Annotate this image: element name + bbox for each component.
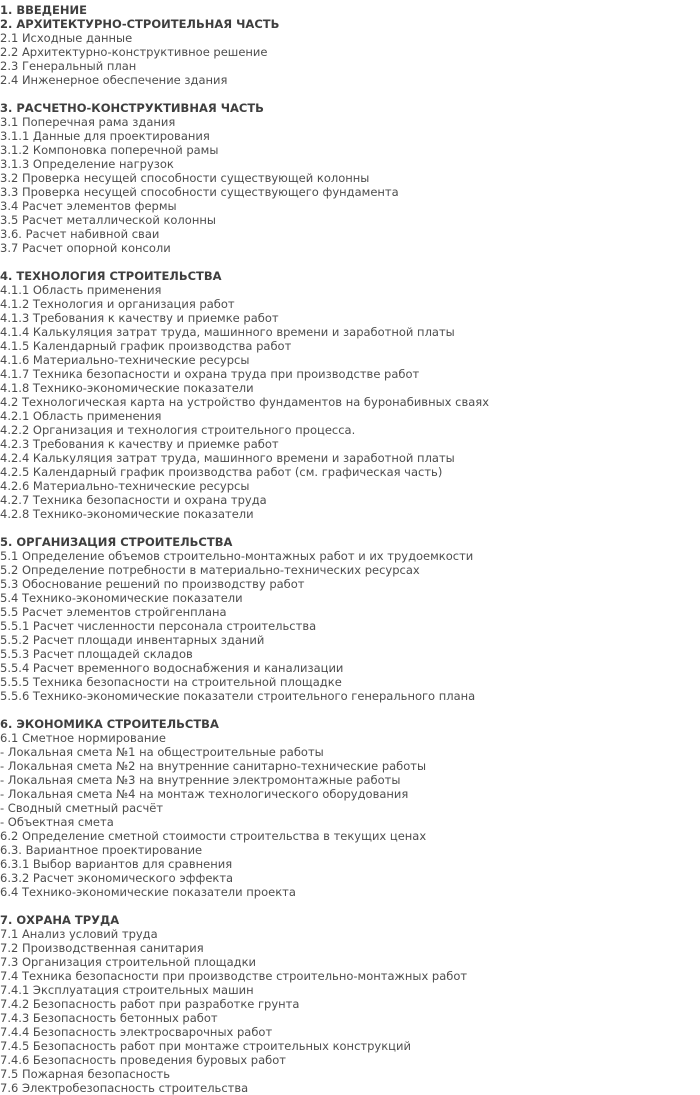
section-spacer [0, 899, 700, 913]
toc-item: 3.3 Проверка несущей способности существующего фундамента [0, 185, 399, 199]
toc-item: 7.4.3 Безопасность бетонных работ [0, 1011, 218, 1025]
toc-item: 3.2 Проверка несущей способности существующей колонны [0, 171, 370, 185]
toc-item: 5.5 Расчет элементов стройгенплана [0, 605, 227, 619]
section-heading: 7. ОХРАНА ТРУДА [0, 913, 120, 927]
toc-item: 4.1.8 Технико-экономические показатели [0, 381, 254, 395]
toc-item: 4.2.3 Требования к качеству и приемке работ [0, 437, 279, 451]
toc-item: 5.5.4 Расчет временного водоснабжения и канализации [0, 661, 344, 675]
toc-item: - Локальная смета №1 на общестроительные работы [0, 745, 324, 759]
toc-item: 4.2.8 Технико-экономические показатели [0, 507, 254, 521]
toc-item: 2.1 Исходные данные [0, 31, 133, 45]
toc-item: 6.3.1 Выбор вариантов для сравнения [0, 857, 233, 871]
toc-item: 5.5.2 Расчет площади инвентарных зданий [0, 633, 265, 647]
toc-item: 5.5.3 Расчет площадей складов [0, 647, 193, 661]
section-spacer [0, 703, 700, 717]
section-heading: 5. ОРГАНИЗАЦИЯ СТРОИТЕЛЬСТВА [0, 535, 233, 549]
toc-item: 3.1 Поперечная рама здания [0, 115, 176, 129]
toc-item: 4.2.6 Материально-технические ресурсы [0, 479, 250, 493]
toc-item: 7.6 Электробезопасность строительства [0, 1081, 249, 1095]
toc-item: 2.3 Генеральный план [0, 59, 137, 73]
toc-item: 2.2 Архитектурно-конструктивное решение [0, 45, 268, 59]
toc-item: 4.1.2 Технология и организация работ [0, 297, 235, 311]
toc-item: 3.1.2 Компоновка поперечной рамы [0, 143, 219, 157]
toc-item: 6.1 Сметное нормирование [0, 731, 166, 745]
toc-item: 6.4 Технико-экономические показатели проекта [0, 885, 296, 899]
toc-item: 4.1.7 Техника безопасности и охрана труда при производстве работ [0, 367, 420, 381]
toc-item: 7.4.5 Безопасность работ при монтаже строительных конструкций [0, 1039, 411, 1053]
toc-item: 3.6. Расчет набивной сваи [0, 227, 160, 241]
section-heading: 4. ТЕХНОЛОГИЯ СТРОИТЕЛЬСТВА [0, 269, 222, 283]
toc-item: - Локальная смета №3 на внутренние электромонтажные работы [0, 773, 401, 787]
toc-item: 5.5.6 Технико-экономические показатели строительного генерального плана [0, 689, 476, 703]
toc-item: 4.2.7 Техника безопасности и охрана труда [0, 493, 267, 507]
toc-item: 3.7 Расчет опорной консоли [0, 241, 171, 255]
section-spacer [0, 255, 700, 269]
toc-item: 6.3. Вариантное проектирование [0, 843, 203, 857]
toc-item: 6.3.2 Расчет экономического эффекта [0, 871, 234, 885]
toc-item: 7.2 Производственная санитария [0, 941, 204, 955]
toc-item: - Локальная смета №2 на внутренние санитарно-технические работы [0, 759, 427, 773]
toc-item: 3.1.3 Определение нагрузок [0, 157, 174, 171]
toc-item: 4.1.6 Материально-технические ресурсы [0, 353, 250, 367]
toc-item: 5.5.5 Техника безопасности на строительной площадке [0, 675, 342, 689]
toc-item: 4.1.1 Область применения [0, 283, 162, 297]
toc-item: 2.4 Инженерное обеспечение здания [0, 73, 228, 87]
toc-item: 3.5 Расчет металлической колонны [0, 213, 216, 227]
section-heading: 6. ЭКОНОМИКА СТРОИТЕЛЬСТВА [0, 717, 219, 731]
toc-item: 4.2.5 Календарный график производства работ (см. графическая часть) [0, 465, 443, 479]
section-spacer [0, 521, 700, 535]
toc-item: 4.2.2 Организация и технология строительного процесса. [0, 423, 356, 437]
toc-item: 3.4 Расчет элементов фермы [0, 199, 177, 213]
toc-item: 5.3 Обоснование решений по производству работ [0, 577, 305, 591]
toc-item: 7.4.4 Безопасность электросварочных работ [0, 1025, 273, 1039]
toc-item: 4.2 Технологическая карта на устройство фундаментов на буронабивных сваях [0, 395, 489, 409]
section-heading: 3. РАСЧЕТНО-КОНСТРУКТИВНАЯ ЧАСТЬ [0, 101, 264, 115]
toc-item: - Объектная смета [0, 815, 114, 829]
toc-item: 5.5.1 Расчет численности персонала строительства [0, 619, 317, 633]
section-heading: 2. АРХИТЕКТУРНО-СТРОИТЕЛЬНАЯ ЧАСТЬ [0, 17, 280, 31]
toc-item: 5.1 Определение объемов строительно-монтажных работ и их трудоемкости [0, 549, 474, 563]
toc-item: 7.4.6 Безопасность проведения буровых работ [0, 1053, 286, 1067]
toc-item: 4.2.4 Калькуляция затрат труда, машинного времени и заработной платы [0, 451, 455, 465]
toc-item: 7.4.2 Безопасность работ при разработке грунта [0, 997, 300, 1011]
toc-item: 6.2 Определение сметной стоимости строительства в текущих ценах [0, 829, 427, 843]
toc-item: - Сводный сметный расчёт [0, 801, 164, 815]
toc-item: 7.4.1 Эксплуатация строительных машин [0, 983, 254, 997]
section-heading: 1. ВВЕДЕНИЕ [0, 3, 87, 17]
toc-item: - Локальная смета №4 на монтаж технологического оборудования [0, 787, 409, 801]
toc-item: 3.1.1 Данные для проектирования [0, 129, 210, 143]
toc-item: 7.5 Пожарная безопасность [0, 1067, 171, 1081]
toc-item: 4.1.3 Требования к качеству и приемке работ [0, 311, 279, 325]
toc-item: 7.1 Анализ условий труда [0, 927, 158, 941]
toc-item: 5.2 Определение потребности в материально-технических ресурсах [0, 563, 420, 577]
toc-item: 4.1.5 Календарный график производства работ [0, 339, 292, 353]
toc-item: 4.1.4 Калькуляция затрат труда, машинного времени и заработной платы [0, 325, 455, 339]
toc-item: 5.4 Технико-экономические показатели [0, 591, 243, 605]
toc-item: 4.2.1 Область применения [0, 409, 162, 423]
toc-item: 7.3 Организация строительной площадки [0, 955, 256, 969]
toc-item: 7.4 Техника безопасности при производстве строительно-монтажных работ [0, 969, 468, 983]
section-spacer [0, 87, 700, 101]
